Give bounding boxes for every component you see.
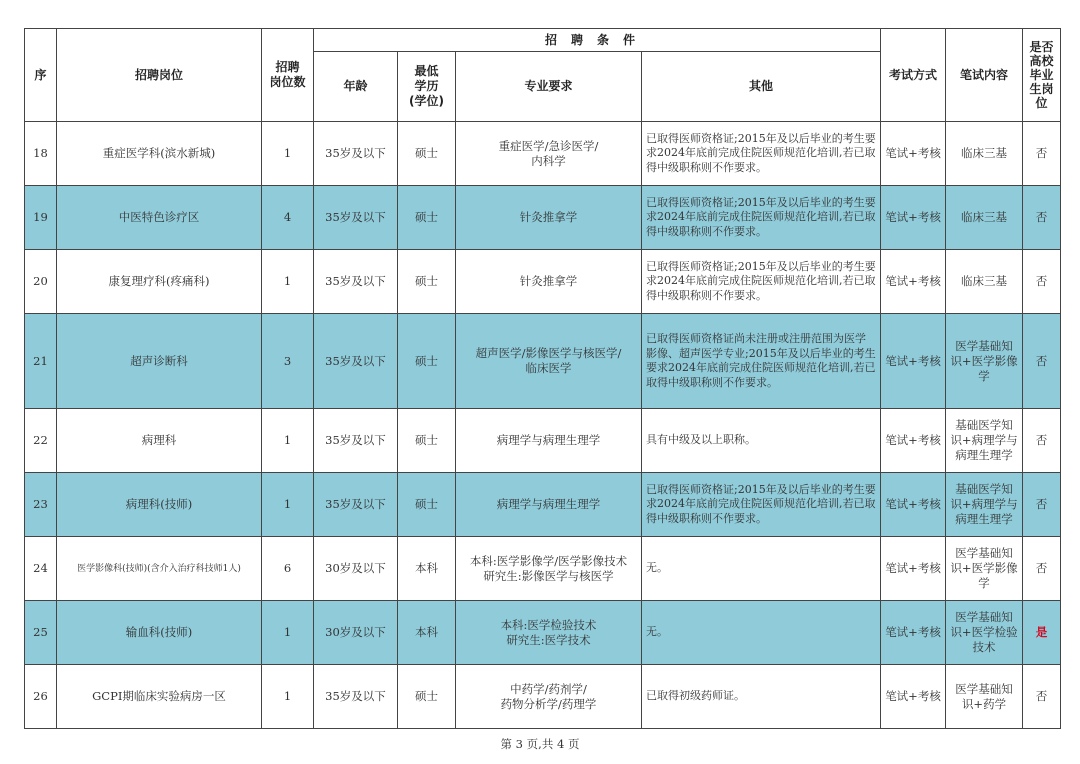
row-education: 本科 [398, 601, 456, 665]
row-seq: 20 [25, 250, 57, 314]
row-age: 30岁及以下 [314, 601, 398, 665]
row-other: 已取得医师资格证;2015年及以后毕业的考生要求2024年底前完成住院医师规范化培训,若已取得中级职称则不作要求。 [642, 122, 881, 186]
row-seq: 22 [25, 409, 57, 473]
table-row [25, 122, 1061, 186]
row-graduate: 是 [1023, 601, 1061, 665]
table-row [25, 601, 1061, 665]
row-written-content: 医学基础知识+药学 [946, 665, 1023, 729]
row-count: 1 [262, 665, 314, 729]
row-position: 重症医学科(滨水新城) [57, 122, 262, 186]
row-other: 已取得医师资格证;2015年及以后毕业的考生要求2024年底前完成住院医师规范化培训,若已取得中级职称则不作要求。 [642, 250, 881, 314]
row-count: 3 [262, 314, 314, 409]
row-other: 已取得医师资格证尚未注册或注册范围为医学影像、超声医学专业;2015年及以后毕业的考生要求2024年底前完成住院医师规范化培训,若已取得中级职称则不作要求。 [642, 314, 881, 409]
row-education: 硕士 [398, 409, 456, 473]
header-age: 年龄 [314, 52, 398, 122]
row-count: 1 [262, 473, 314, 537]
row-exam-mode: 笔试+考核 [881, 186, 946, 250]
row-seq: 18 [25, 122, 57, 186]
row-graduate: 否 [1023, 122, 1061, 186]
row-written-content: 医学基础知识+医学影像学 [946, 314, 1023, 409]
header-graduate: 是否 高校 毕业 生岗 位 [1023, 29, 1061, 122]
row-other: 已取得医师资格证;2015年及以后毕业的考生要求2024年底前完成住院医师规范化培训,若已取得中级职称则不作要求。 [642, 473, 881, 537]
row-exam-mode: 笔试+考核 [881, 122, 946, 186]
row-major: 本科:医学检验技术 研究生:医学技术 [456, 601, 642, 665]
row-graduate: 否 [1023, 537, 1061, 601]
header-education: 最低 学历 (学位) [398, 52, 456, 122]
row-age: 35岁及以下 [314, 665, 398, 729]
row-position: 医学影像科(技师)(含介入治疗科技师1人) [57, 537, 262, 601]
row-written-content: 临床三基 [946, 250, 1023, 314]
row-written-content: 医学基础知识+医学检验技术 [946, 601, 1023, 665]
row-graduate: 否 [1023, 314, 1061, 409]
row-major: 针灸推拿学 [456, 250, 642, 314]
row-graduate: 否 [1023, 409, 1061, 473]
row-exam-mode: 笔试+考核 [881, 601, 946, 665]
row-major: 病理学与病理生理学 [456, 409, 642, 473]
row-count: 1 [262, 250, 314, 314]
row-count: 6 [262, 537, 314, 601]
row-exam-mode: 笔试+考核 [881, 314, 946, 409]
header-other: 其他 [642, 52, 881, 122]
row-age: 35岁及以下 [314, 186, 398, 250]
row-seq: 23 [25, 473, 57, 537]
row-major: 超声医学/影像医学与核医学/ 临床医学 [456, 314, 642, 409]
row-exam-mode: 笔试+考核 [881, 409, 946, 473]
row-count: 4 [262, 186, 314, 250]
header-exam-mode: 考试方式 [881, 29, 946, 122]
row-exam-mode: 笔试+考核 [881, 473, 946, 537]
table-row [25, 314, 1061, 409]
row-position: GCPⅠ期临床实验病房一区 [57, 665, 262, 729]
row-other: 已取得初级药师证。 [642, 665, 881, 729]
row-position: 病理科(技师) [57, 473, 262, 537]
header-written-content: 笔试内容 [946, 29, 1023, 122]
row-age: 35岁及以下 [314, 122, 398, 186]
row-education: 硕士 [398, 473, 456, 537]
header-seq: 序 [25, 29, 57, 122]
row-major: 本科:医学影像学/医学影像技术 研究生:影像医学与核医学 [456, 537, 642, 601]
row-exam-mode: 笔试+考核 [881, 250, 946, 314]
row-other: 无。 [642, 601, 881, 665]
row-education: 硕士 [398, 122, 456, 186]
row-written-content: 临床三基 [946, 186, 1023, 250]
row-education: 硕士 [398, 314, 456, 409]
row-age: 30岁及以下 [314, 537, 398, 601]
header-major: 专业要求 [456, 52, 642, 122]
page-footer: 第 3 页,共 4 页 [500, 737, 580, 751]
table-row [25, 250, 1061, 314]
row-count: 1 [262, 122, 314, 186]
row-written-content: 基础医学知识+病理学与病理生理学 [946, 473, 1023, 537]
row-graduate: 否 [1023, 186, 1061, 250]
row-education: 本科 [398, 537, 456, 601]
table-row [25, 409, 1061, 473]
header-position: 招聘岗位 [57, 29, 262, 122]
row-position: 中医特色诊疗区 [57, 186, 262, 250]
table-row [25, 537, 1061, 601]
row-written-content: 基础医学知识+病理学与病理生理学 [946, 409, 1023, 473]
row-written-content: 临床三基 [946, 122, 1023, 186]
row-age: 35岁及以下 [314, 409, 398, 473]
row-written-content: 医学基础知识+医学影像学 [946, 537, 1023, 601]
row-education: 硕士 [398, 665, 456, 729]
row-exam-mode: 笔试+考核 [881, 537, 946, 601]
recruitment-table [24, 28, 1061, 729]
row-education: 硕士 [398, 250, 456, 314]
row-exam-mode: 笔试+考核 [881, 665, 946, 729]
row-position: 输血科(技师) [57, 601, 262, 665]
row-age: 35岁及以下 [314, 250, 398, 314]
row-graduate: 否 [1023, 665, 1061, 729]
table-body [25, 122, 1061, 729]
row-seq: 24 [25, 537, 57, 601]
row-graduate: 否 [1023, 473, 1061, 537]
row-graduate: 否 [1023, 250, 1061, 314]
row-seq: 25 [25, 601, 57, 665]
row-seq: 21 [25, 314, 57, 409]
row-position: 病理科 [57, 409, 262, 473]
row-position: 康复理疗科(疼痛科) [57, 250, 262, 314]
row-other: 无。 [642, 537, 881, 601]
row-position: 超声诊断科 [57, 314, 262, 409]
row-count: 1 [262, 409, 314, 473]
header-count: 招聘 岗位数 [262, 29, 314, 122]
row-seq: 26 [25, 665, 57, 729]
row-age: 35岁及以下 [314, 473, 398, 537]
row-major: 病理学与病理生理学 [456, 473, 642, 537]
row-age: 35岁及以下 [314, 314, 398, 409]
recruitment-table-container [24, 28, 1060, 729]
row-other: 具有中级及以上职称。 [642, 409, 881, 473]
row-major: 针灸推拿学 [456, 186, 642, 250]
header-conditions: 招聘条件 [314, 29, 881, 52]
row-count: 1 [262, 601, 314, 665]
row-seq: 19 [25, 186, 57, 250]
row-major: 中药学/药剂学/ 药物分析学/药理学 [456, 665, 642, 729]
table-row [25, 473, 1061, 537]
table-row [25, 665, 1061, 729]
row-other: 已取得医师资格证;2015年及以后毕业的考生要求2024年底前完成住院医师规范化培训,若已取得中级职称则不作要求。 [642, 186, 881, 250]
table-row [25, 186, 1061, 250]
row-education: 硕士 [398, 186, 456, 250]
row-major: 重症医学/急诊医学/ 内科学 [456, 122, 642, 186]
